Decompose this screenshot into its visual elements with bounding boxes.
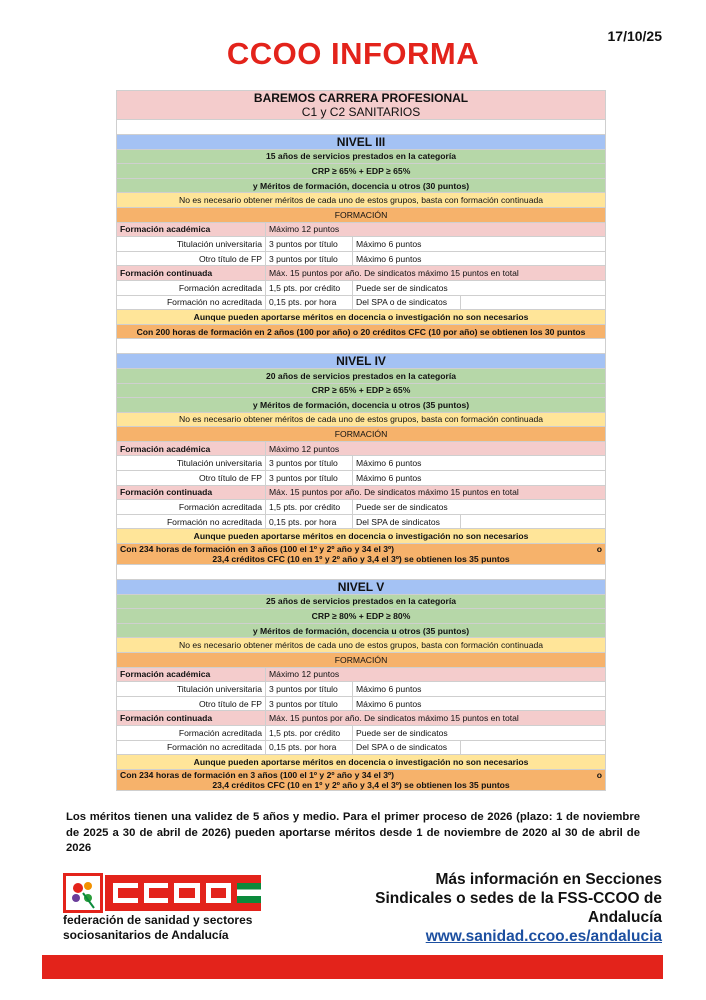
footnote: Los méritos tienen una validez de 5 años y medio. Para el primer proceso de 2026 (plazo: 1 de noviembre de 2025 a 30 de abril de 2026) pueden aportarse méritos desde 1 de noviembre de 2020 al 30 de abril de 2026	[66, 811, 640, 854]
cell	[117, 339, 606, 354]
meritos-requirement: y Méritos de formación, docencia u otros (30 puntos)	[117, 178, 606, 193]
ccoo-wordmark	[105, 875, 261, 911]
item-label: Titulación universitaria	[117, 237, 266, 252]
academica-value: Máximo 12 puntos	[266, 441, 606, 456]
continuada-label: Formación continuada	[117, 711, 266, 726]
nivel-title: NIVEL V	[117, 579, 606, 594]
item-label: Formación no acreditada	[117, 514, 266, 529]
academica-item-row	[117, 682, 606, 697]
date: 17/10/25	[607, 28, 662, 44]
item-points: 3 puntos por título	[266, 696, 353, 711]
table-subheading: C1 y C2 SANITARIOS	[301, 105, 421, 119]
item-points: 3 puntos por título	[266, 471, 353, 486]
years-requirement: 20 años de servicios prestados en la categoría	[117, 368, 606, 383]
years-requirement: 15 años de servicios prestados en la categoría	[117, 149, 606, 164]
item-label: Formación no acreditada	[117, 740, 266, 755]
nivel-title: NIVEL III	[117, 134, 606, 149]
meritos-row	[117, 398, 606, 413]
item-note: Puede ser de sindicatos	[353, 725, 606, 740]
academica-item-row	[117, 237, 606, 252]
item-label: Formación no acreditada	[117, 295, 266, 310]
final-line-2: 23,4 créditos CFC (10 en 1º y 2º año y 3,4 el 3º) se obtienen los 35 puntos	[212, 779, 510, 790]
item-points: 3 puntos por título	[266, 251, 353, 266]
item-note: Del SPA de sindicatos	[353, 514, 461, 529]
item-label: Otro título de FP	[117, 471, 266, 486]
item-points: 3 puntos por título	[266, 682, 353, 697]
academica-item-row	[117, 251, 606, 266]
continuada-value: Máx. 15 puntos por año. De sindicatos máximo 15 puntos en total	[266, 485, 606, 500]
aunque-note: Aunque pueden aportarse méritos en docencia o investigación no son necesarios	[117, 529, 606, 544]
final-summary: Con 200 horas de formación en 2 años (100 por año) o 20 créditos CFC (10 por año) se obtienen los 30 puntos	[117, 324, 606, 339]
cell	[117, 565, 606, 580]
crp-requirement: CRP ≥ 65% + EDP ≥ 65%	[117, 383, 606, 398]
item-points: 3 puntos por título	[266, 237, 353, 252]
aunque-row	[117, 755, 606, 770]
item-points: 0,15 pts. por hora	[266, 740, 353, 755]
academica-item-row	[117, 456, 606, 471]
footer-red-bar	[42, 955, 663, 979]
empty-cell	[461, 740, 606, 755]
continuada-row	[117, 266, 606, 281]
item-note: Del SPA o de sindicatos	[353, 740, 461, 755]
continuada-item-row	[117, 295, 606, 310]
baremos-table	[116, 90, 606, 791]
academica-item-row	[117, 471, 606, 486]
final-line-1: Con 234 horas de formación en 3 años (100 el 1º y 2º año y 34 el 3º)	[120, 769, 395, 780]
aunque-note: Aunque pueden aportarse méritos en docencia o investigación no son necesarios	[117, 755, 606, 770]
final-line-1: Con 234 horas de formación en 3 años (100 el 1º y 2º año y 34 el 3º)	[120, 544, 395, 555]
academica-value: Máximo 12 puntos	[266, 222, 606, 237]
final-row	[117, 324, 606, 339]
item-label: Titulación universitaria	[117, 456, 266, 471]
aunque-row	[117, 529, 606, 544]
final-o: o	[596, 544, 603, 555]
academica-label: Formación académica	[117, 441, 266, 456]
item-note: Puede ser de sindicatos	[353, 500, 606, 515]
item-max: Máximo 6 puntos	[353, 456, 606, 471]
note: No es necesario obtener méritos de cada uno de estos grupos, basta con formación continuada	[117, 638, 606, 653]
blank-row	[117, 339, 606, 354]
aunque-note: Aunque pueden aportarse méritos en docencia o investigación no son necesarios	[117, 310, 606, 325]
formacion-header: FORMACIÓN	[117, 207, 606, 222]
item-label: Otro título de FP	[117, 251, 266, 266]
table-heading: BAREMOS CARRERA PROFESIONAL	[253, 91, 469, 105]
final-o: o	[596, 769, 603, 780]
continuada-item-row	[117, 740, 606, 755]
continuada-item-row	[117, 500, 606, 515]
item-max: Máximo 6 puntos	[353, 237, 606, 252]
more-info-line-1: Más información en Secciones	[435, 871, 662, 888]
continuada-label: Formación continuada	[117, 485, 266, 500]
meritos-row	[117, 178, 606, 193]
item-points: 0,15 pts. por hora	[266, 295, 353, 310]
item-label: Formación acreditada	[117, 500, 266, 515]
page-title: CCOO INFORMA	[226, 36, 480, 71]
aunque-row	[117, 310, 606, 325]
years-row	[117, 594, 606, 609]
continuada-value: Máx. 15 puntos por año. De sindicatos máximo 15 puntos en total	[266, 266, 606, 281]
continuada-row	[117, 711, 606, 726]
academica-item-row	[117, 696, 606, 711]
note-row	[117, 638, 606, 653]
item-label: Formación acreditada	[117, 280, 266, 295]
item-points: 1,5 pts. por crédito	[266, 500, 353, 515]
meritos-requirement: y Méritos de formación, docencia u otros (35 puntos)	[117, 398, 606, 413]
meritos-requirement: y Méritos de formación, docencia u otros (35 puntos)	[117, 623, 606, 638]
item-label: Titulación universitaria	[117, 682, 266, 697]
note-row	[117, 193, 606, 208]
more-info-line-2: Sindicales o sedes de la FSS-CCOO de	[375, 890, 662, 907]
continuada-row	[117, 485, 606, 500]
crp-row	[117, 383, 606, 398]
final-row	[117, 544, 606, 565]
empty-cell	[461, 295, 606, 310]
continuada-item-row	[117, 280, 606, 295]
meritos-row	[117, 623, 606, 638]
blank-row	[117, 120, 606, 135]
cell	[117, 120, 606, 135]
academica-row	[117, 441, 606, 456]
table-heading-row	[117, 91, 606, 120]
item-points: 1,5 pts. por crédito	[266, 725, 353, 740]
final-summary	[117, 769, 606, 790]
final-summary	[117, 544, 606, 565]
academica-row	[117, 222, 606, 237]
crp-requirement: CRP ≥ 65% + EDP ≥ 65%	[117, 164, 606, 179]
item-points: 1,5 pts. por crédito	[266, 280, 353, 295]
federation-name	[63, 913, 252, 943]
academica-row	[117, 667, 606, 682]
nivel-row	[117, 579, 606, 594]
more-info-line-3: Andalucía	[587, 909, 662, 926]
empty-cell	[461, 514, 606, 529]
item-max: Máximo 6 puntos	[353, 251, 606, 266]
years-requirement: 25 años de servicios prestados en la categoría	[117, 594, 606, 609]
note: No es necesario obtener méritos de cada uno de estos grupos, basta con formación continuada	[117, 193, 606, 208]
nivel-row	[117, 134, 606, 149]
item-note: Del SPA o de sindicatos	[353, 295, 461, 310]
formacion-header: FORMACIÓN	[117, 427, 606, 442]
years-row	[117, 149, 606, 164]
item-note: Puede ser de sindicatos	[353, 280, 606, 295]
final-row	[117, 769, 606, 790]
item-max: Máximo 6 puntos	[353, 471, 606, 486]
item-max: Máximo 6 puntos	[353, 682, 606, 697]
crp-row	[117, 609, 606, 624]
blank-row	[117, 565, 606, 580]
formacion-row	[117, 427, 606, 442]
continuada-item-row	[117, 725, 606, 740]
item-points: 3 puntos por título	[266, 456, 353, 471]
academica-label: Formación académica	[117, 667, 266, 682]
formacion-row	[117, 207, 606, 222]
formacion-row	[117, 653, 606, 668]
more-info	[375, 870, 662, 946]
federation-line-2: sociosanitarios de Andalucía	[63, 928, 229, 942]
fss-flower-icon	[63, 873, 103, 913]
final-line-2: 23,4 créditos CFC (10 en 1º y 2º año y 3,4 el 3º) se obtienen los 35 puntos	[212, 554, 510, 565]
crp-row	[117, 164, 606, 179]
note-row	[117, 412, 606, 427]
item-points: 0,15 pts. por hora	[266, 514, 353, 529]
formacion-header: FORMACIÓN	[117, 653, 606, 668]
federation-line-1: federación de sanidad y sectores	[63, 913, 253, 927]
continuada-label: Formación continuada	[117, 266, 266, 281]
continuada-value: Máx. 15 puntos por año. De sindicatos máximo 15 puntos en total	[266, 711, 606, 726]
nivel-row	[117, 353, 606, 368]
item-max: Máximo 6 puntos	[353, 696, 606, 711]
continuada-item-row	[117, 514, 606, 529]
website-link[interactable]: www.sanidad.ccoo.es/andalucia	[425, 928, 662, 945]
academica-value: Máximo 12 puntos	[266, 667, 606, 682]
note: No es necesario obtener méritos de cada uno de estos grupos, basta con formación continuada	[117, 412, 606, 427]
years-row	[117, 368, 606, 383]
item-label: Otro título de FP	[117, 696, 266, 711]
nivel-title: NIVEL IV	[117, 353, 606, 368]
item-label: Formación acreditada	[117, 725, 266, 740]
academica-label: Formación académica	[117, 222, 266, 237]
crp-requirement: CRP ≥ 80% + EDP ≥ 80%	[117, 609, 606, 624]
andalucia-flag-icon	[237, 883, 261, 903]
